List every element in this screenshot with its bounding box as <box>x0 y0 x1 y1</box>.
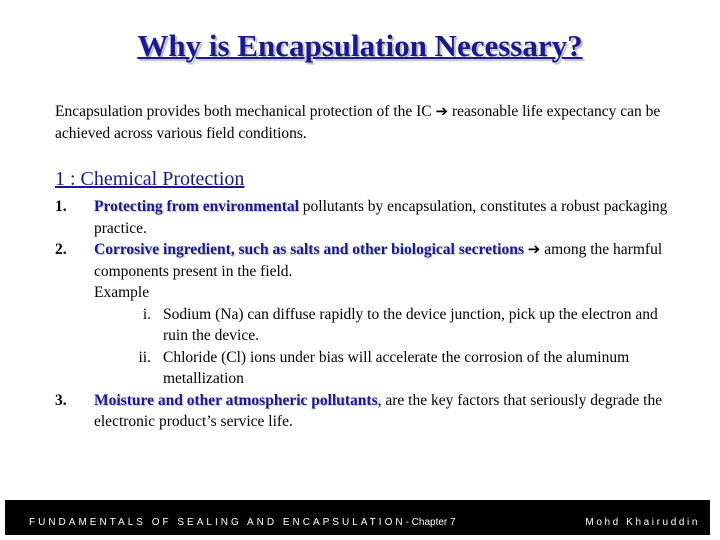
right-arrow-icon: ➔ <box>527 240 541 258</box>
intro-paragraph <box>55 100 675 145</box>
footer-chapter: - Chapter 7 <box>405 517 456 528</box>
right-arrow-icon: ➔ <box>435 102 449 120</box>
section-heading: 1 : Chemical Protection <box>55 168 245 190</box>
highlight-text: Moisture and other atmospheric pollutants <box>94 391 378 409</box>
list-number: 1. <box>55 198 67 215</box>
highlight-text: Corrosive ingredient, such as salts and other biological secretions <box>94 241 524 258</box>
sub-item-1 <box>55 304 675 347</box>
list-item-1 <box>55 196 675 239</box>
list-item-3 <box>55 390 675 433</box>
slide-title: Why is Encapsulation Necessary? <box>137 28 583 63</box>
list-number: 3. <box>55 391 67 409</box>
sub-item-text: Sodium (Na) can diffuse rapidly to the device junction, pick up the electron and ruin the device. <box>163 305 658 344</box>
intro-text-start: Encapsulation provides both mechanical protection of the IC <box>55 103 436 120</box>
footer-course-title <box>29 517 456 528</box>
sub-item-2 <box>55 347 675 390</box>
footer-author: Mohd Khairuddin <box>585 517 700 528</box>
footer-course-name: FUNDAMENTALS OF SEALING AND ENCAPSULATION <box>29 517 406 528</box>
protection-list <box>55 196 675 433</box>
example-label: Example <box>94 284 150 301</box>
list-item-2 <box>55 239 675 304</box>
sub-item-text: Chloride (Cl) ions under bias will accelerate the corrosion of the aluminum metallization <box>163 348 630 387</box>
list-number: 2. <box>55 241 67 258</box>
sub-item-number: ii. <box>138 348 151 366</box>
intro-text-end: reasonable life expectancy can be achieved across various field conditions. <box>55 103 661 142</box>
sub-item-number: i. <box>142 305 151 323</box>
footer-bar <box>5 500 710 535</box>
item-text: , are the key factors that seriously degrade the electronic product’s service life. <box>94 391 663 430</box>
highlight-text: Protecting from environmental <box>94 198 299 215</box>
item-text: among the harmful components present in the field. <box>94 241 663 280</box>
item-text: pollutants by encapsulation, constitutes a robust packaging practice. <box>94 198 668 237</box>
